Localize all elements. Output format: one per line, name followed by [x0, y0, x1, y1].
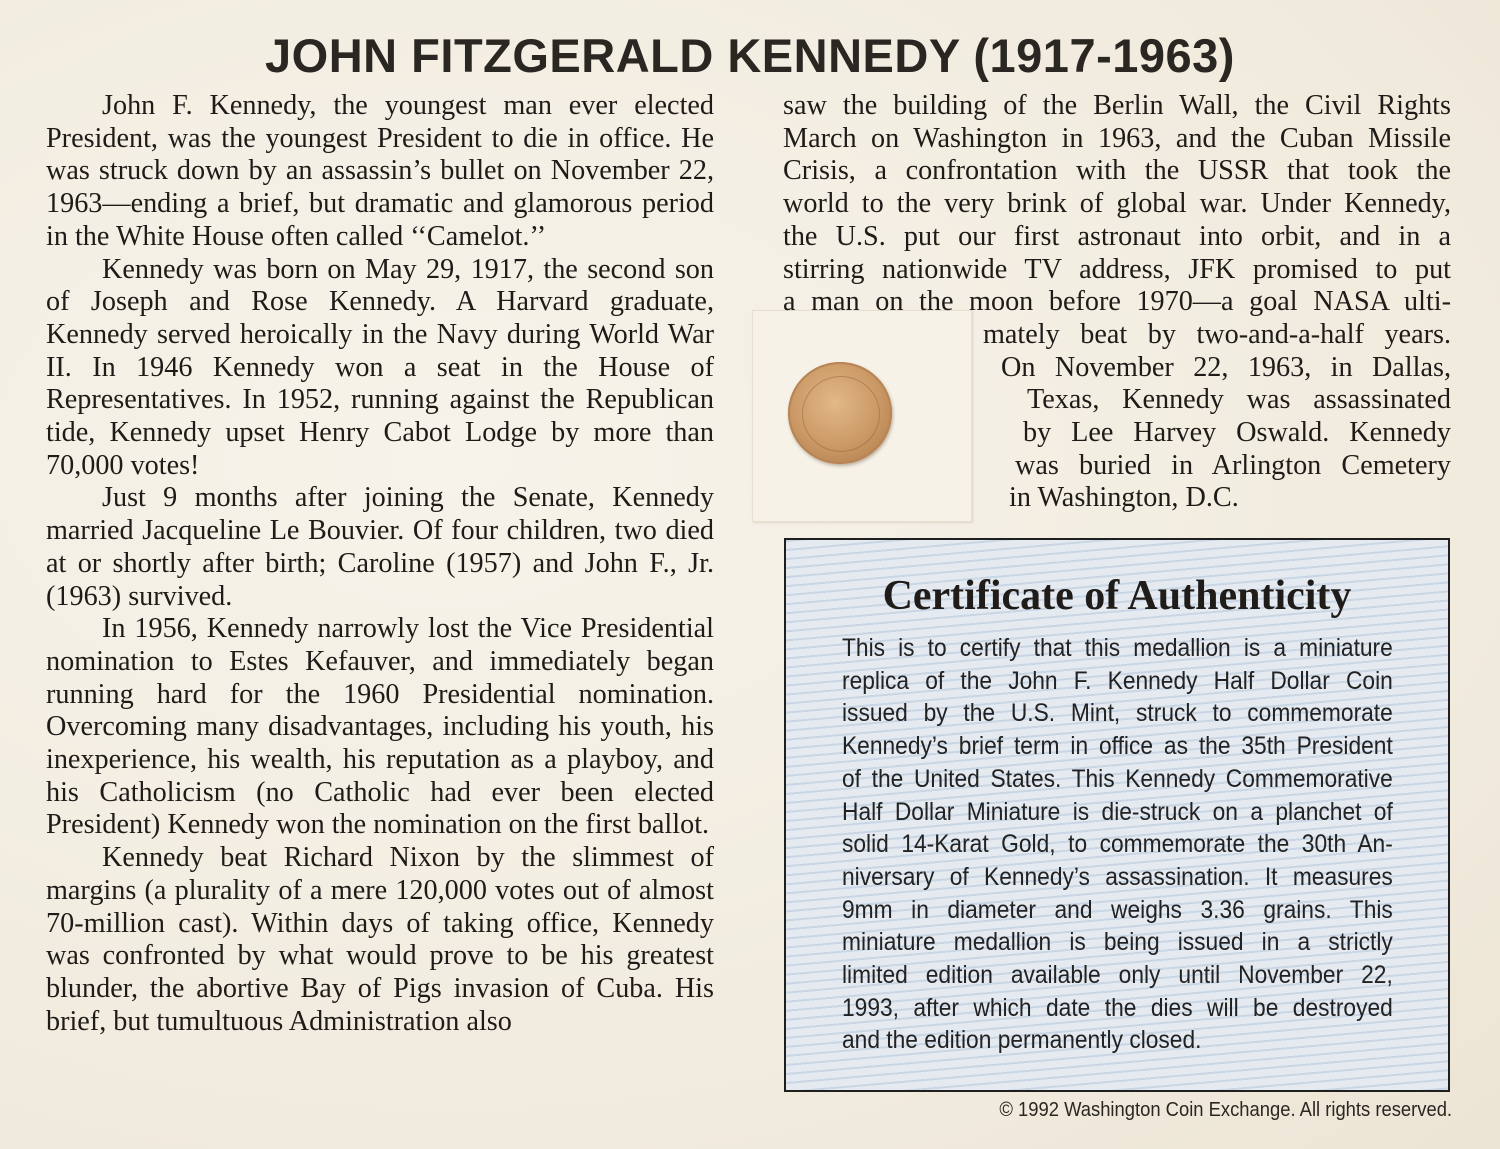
text-line: world to the very brink of global war. Under Kennedy, [783, 188, 1451, 220]
text-line: stirring nationwide TV address, JFK promised to put [783, 253, 1451, 285]
certificate-line: solid 14-Karat Gold, to commemorate the 30th An- [842, 830, 1393, 859]
paragraph: Kennedy was born on May 29, 1917, the second son of Joseph and Rose Kennedy. A Harvard graduate, Kennedy served heroically in the Navy during World War II. In 1946 Kennedy won a seat in the House of Representatives. In 1952, running against the Republican tide, Kennedy upset Henry Cabot Lodge by more than 70,000 votes! [46, 253, 714, 481]
certificate-line: and the edition permanently closed. [842, 1026, 1202, 1055]
certificate-line: of the United States. This Kennedy Commemorative [842, 764, 1393, 793]
text-line: Texas, Kennedy was assassinated [1027, 384, 1451, 416]
paragraph: Kennedy beat Richard Nixon by the slimmest of margins (a plurality of a mere 120,000 votes out of almost 70-million cast). Within days of taking office, Kennedy was confronted by what would prove to be his greatest blunder, the abortive Bay of Pigs invasion of Cuba. His brief, but tumultuous Administration also [46, 842, 714, 1037]
certificate-line: niversary of Kennedy’s assassination. It measures [842, 862, 1393, 891]
certificate-line: 9mm in diameter and weighs 3.36 grains. This [842, 895, 1393, 924]
text-line: was buried in Arlington Cemetery [1015, 449, 1451, 481]
text-line: by Lee Harvey Oswald. Kennedy [1023, 417, 1451, 449]
paragraph: John F. Kennedy, the youngest man ever elected President, was the youngest President to die in office. He was struck down by an assassin’s bullet on November 22, 1963—ending a brief, but dramatic and glamorous period in the White House often called ‘‘Camelot.’’ [46, 90, 714, 252]
certificate-title: Certificate of Authenticity [882, 573, 1352, 619]
certificate-line: limited edition available only until November 22, [842, 961, 1393, 990]
certificate-body [842, 632, 1393, 1057]
certificate-line: Kennedy’s brief term in office as the 35th President [842, 732, 1393, 761]
text-line: saw the building of the Berlin Wall, the Civil Rights [783, 90, 1451, 121]
biography-right-column [783, 90, 1451, 515]
certificate-line: This is to certify that this medallion is a miniature [842, 634, 1393, 662]
text-line: in Washington, D.C. [1009, 482, 1239, 514]
text-line: On November 22, 1963, in Dallas, [1001, 351, 1451, 383]
certificate-of-authenticity-box [784, 538, 1450, 1092]
certificate-line: miniature medallion is being issued in a strictly [842, 928, 1393, 957]
text-line: a man on the moon before 1970—a goal NASA ulti- [783, 286, 1451, 318]
copyright-notice: © 1992 Washington Coin Exchange. All rights reserved. [999, 1099, 1452, 1121]
paragraph: Just 9 months after joining the Senate, Kennedy married Jacqueline Le Bouvier. Of four children, two died at or shortly after birth; Caroline (1957) and John F., Jr. (1963) survived. [46, 482, 714, 612]
certificate-line: replica of the John F. Kennedy Half Dollar Coin [842, 666, 1393, 695]
text-line: Crisis, a confrontation with the USSR that took the [783, 155, 1451, 187]
certificate-line: 1993, after which date the dies will be destroyed [842, 993, 1393, 1022]
certificate-line: issued by the U.S. Mint, struck to commemorate [842, 699, 1393, 728]
certificate-line: Half Dollar Miniature is die-struck on a planchet of [842, 797, 1393, 826]
text-line: March on Washington in 1963, and the Cuban Missile [783, 122, 1451, 154]
text-line: the U.S. put our first astronaut into orbit, and in a [783, 220, 1451, 252]
text-line: mately beat by two-and-a-half years. [983, 318, 1451, 350]
page-title: JOHN FITZGERALD KENNEDY (1917-1963) [265, 29, 1235, 82]
biography-left-column [46, 90, 714, 1038]
paragraph: In 1956, Kennedy narrowly lost the Vice Presidential nomination to Estes Kefauver, and immediately began running hard for the 1960 Presidential nomination. Overcoming many disadvantages, including his youth, his inexperience, his wealth, his reputation as a playboy, and his Catholicism (no Catholic had ever been elected President) Kennedy won the nomination on the first ballot. [46, 613, 714, 841]
